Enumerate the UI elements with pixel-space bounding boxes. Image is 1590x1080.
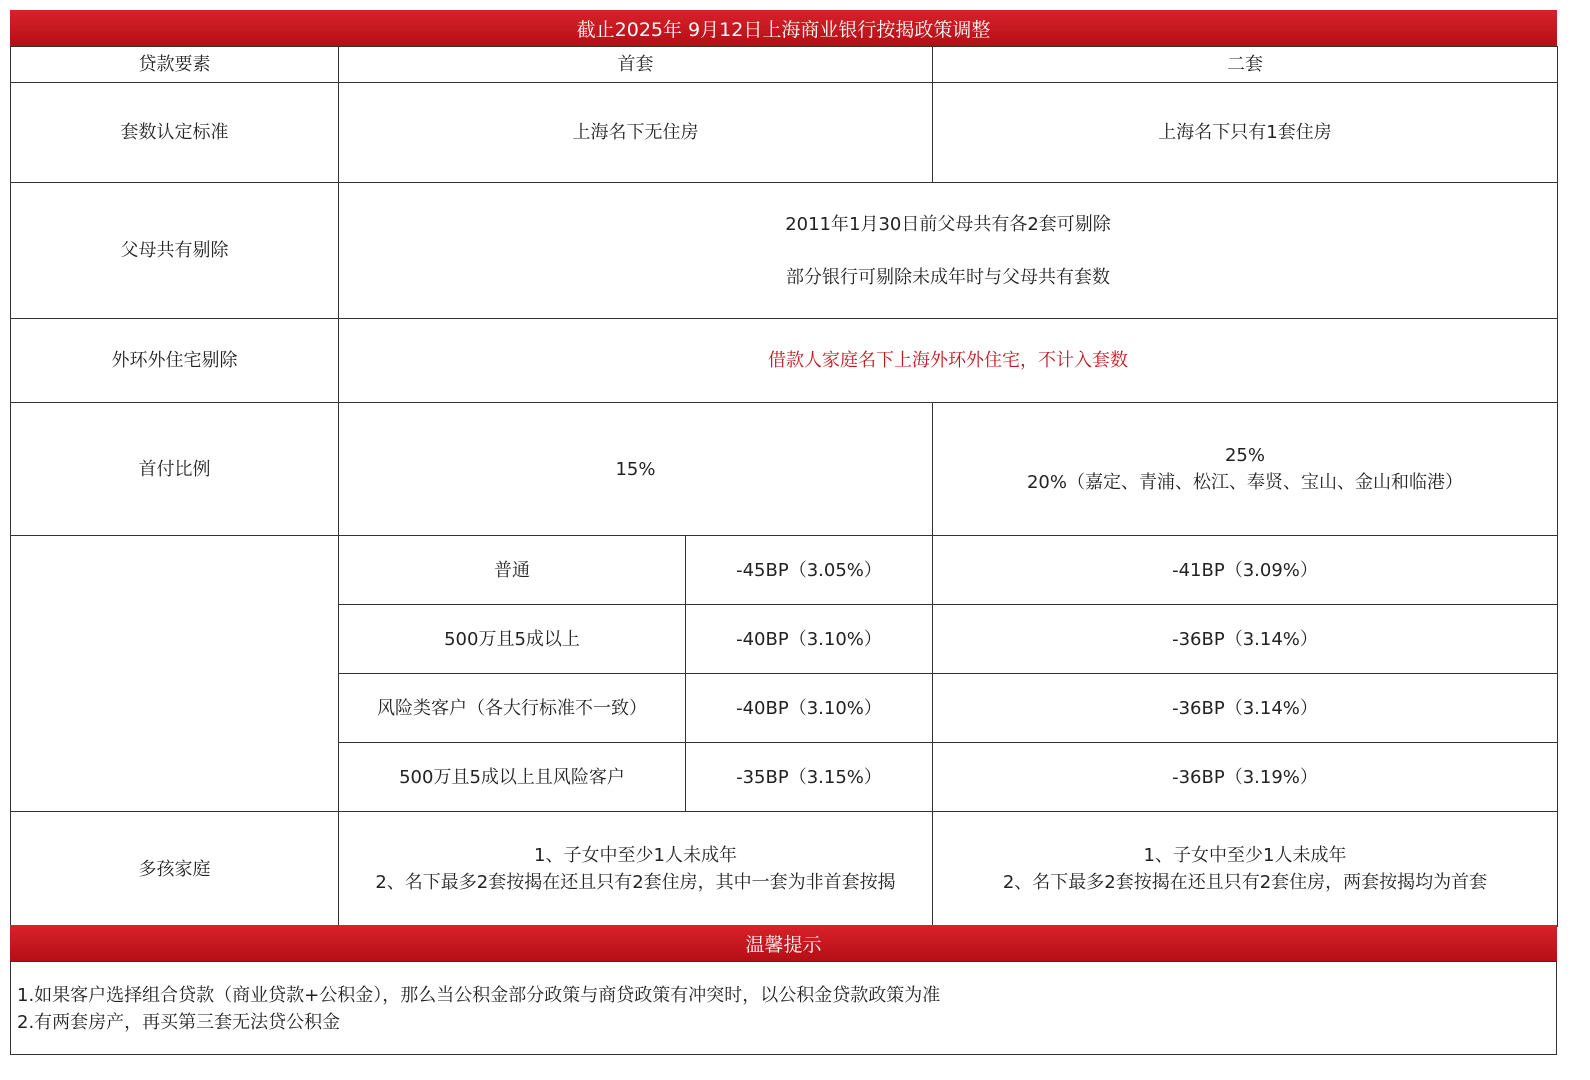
page-title: 截止2025年 9月12日上海商业银行按揭政策调整	[576, 18, 991, 41]
rate-first: -35BP（3.15%）	[686, 743, 933, 812]
count-standard-first: 上海名下无住房	[339, 83, 933, 183]
rate-row	[11, 536, 1558, 605]
tips-notes	[10, 961, 1557, 1055]
row-outer-ring	[11, 319, 1558, 403]
title-banner	[10, 10, 1557, 46]
multi-child-second-line1: 1、子女中至少1人未成年	[1143, 845, 1347, 866]
parents-line2: 部分银行可剔除未成年时与父母共有套数	[786, 266, 1110, 288]
row-multi-child	[11, 812, 1558, 927]
rate-label-cell	[11, 536, 339, 812]
down-payment-second	[933, 403, 1558, 536]
down-payment-first: 15%	[339, 403, 933, 536]
rate-first: -40BP（3.10%）	[686, 605, 933, 674]
row-count-standard	[11, 83, 1558, 183]
multi-child-second-line2: 2、名下最多2套按揭在还且只有2套住房，两套按揭均为首套	[1002, 872, 1488, 893]
label-parents: 父母共有剔除	[11, 183, 339, 319]
rate-second: -36BP（3.19%）	[933, 743, 1558, 812]
tip-note-1: 1.如果客户选择组合贷款（商业贷款+公积金），那么当公积金部分政策与商贷政策有冲突时，以公积金贷款政策为准	[17, 985, 941, 1006]
label-multi-child: 多孩家庭	[11, 812, 339, 927]
down-payment-second-line2: 20%（嘉定、青浦、松江、奉贤、宝山、金山和临港）	[1026, 472, 1463, 493]
rate-second: -36BP（3.14%）	[933, 674, 1558, 743]
policy-table	[10, 46, 1558, 927]
label-count-standard: 套数认定标准	[11, 83, 339, 183]
rate-second: -36BP（3.14%）	[933, 605, 1558, 674]
multi-child-second	[933, 812, 1558, 927]
header-loan-factor: 贷款要素	[11, 47, 339, 83]
down-payment-second-line1: 25%	[1224, 445, 1265, 466]
policy-table-frame	[10, 10, 1557, 1055]
label-outer-ring: 外环外住宅剔除	[11, 319, 339, 403]
rate-first: -40BP（3.10%）	[686, 674, 933, 743]
multi-child-first	[339, 812, 933, 927]
rate-type: 普通	[339, 536, 686, 605]
rate-type: 500万且5成以上	[339, 605, 686, 674]
tip-note-2: 2.有两套房产，再买第三套无法贷公积金	[17, 1012, 341, 1033]
multi-child-first-line2: 2、名下最多2套按揭在还且只有2套住房，其中一套为非首套按揭	[375, 872, 896, 893]
tips-banner	[10, 925, 1557, 961]
header-second-home: 二套	[933, 47, 1558, 83]
header-first-home: 首套	[339, 47, 933, 83]
parents-content	[339, 183, 1558, 319]
rate-type: 风险类客户（各大行标准不一致）	[339, 674, 686, 743]
rate-type: 500万且5成以上且风险客户	[339, 743, 686, 812]
header-row	[11, 47, 1558, 83]
parents-line1: 2011年1月30日前父母共有各2套可剔除	[785, 213, 1111, 235]
tips-title: 温馨提示	[745, 933, 822, 956]
rate-second: -41BP（3.09%）	[933, 536, 1558, 605]
count-standard-second: 上海名下只有1套住房	[933, 83, 1558, 183]
row-parents	[11, 183, 1558, 319]
outer-ring-content: 借款人家庭名下上海外环外住宅，不计入套数	[339, 319, 1558, 403]
row-down-payment	[11, 403, 1558, 536]
rate-first: -45BP（3.05%）	[686, 536, 933, 605]
label-down-payment: 首付比例	[11, 403, 339, 536]
multi-child-first-line1: 1、子女中至少1人未成年	[534, 845, 737, 866]
